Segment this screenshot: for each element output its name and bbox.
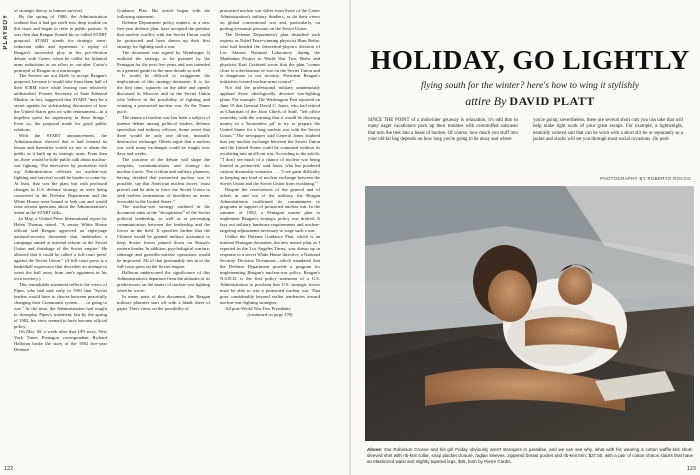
intro-column-2: you're going; nevertheless, there are several short cuts you can take that will help make light work of your great escape. For example, a lightweight, neutrally colored suit that can be worn with a short slit tie or separately as a jacket and slacks will set you through most social occasions. (In posh bbox=[533, 118, 683, 142]
paragraph: The nuclear-war strategy outlined in the document aims at the "decapitation" of the Soviet political leadership, as well as at preventing communication between the leadership and the forces in the field. It specifies further that the Chinese would be granted military assistance to keep Soviet forces pinned down on Russia's eastern border. In addition, psychological warfare, sabotage and guerrilla-warfare operations would be improved. All of that presumably ties in to the full-court press on the Soviet empire. bbox=[117, 204, 210, 269]
intro-column-1: SINCE THE POINT of a midwinter getaway is relaxation, it's odd that so many eager vacationers pack up their troubles with overstuffed suitcases that turn the trek into a beast of burden. Of course, how much you stuff into your old kit bag depends on how long you're going to be away and where bbox=[368, 118, 518, 142]
byline-section: attire bbox=[465, 94, 491, 108]
photo-credit: PHOTOGRAPHY BY ROBERTO ROCCO bbox=[600, 176, 691, 181]
paragraph: The Soviets are not likely to accept Reagan's proposal, because it would take from them half of their ICBM force while leaving ours relatively undisturbed. Former Secretary of State Edmund Muskie, in fact, suggested that START "may be a secret agenda for sidetracking discussion of how the United States gets on with rearmament—in a hopeless quest for superiority in these things." Even so, the proposal made for good public relations. bbox=[14, 73, 107, 133]
article-subhead: flying south for the winter? here's how to wing it stylishly bbox=[420, 81, 640, 91]
block-quote: Defense Department policy makers, in a new five-year defense plan, have accepted the premise that nuclear conflict with the Soviet Union could be protracted and have drawn up their first strategy for fighting such a war. bbox=[117, 19, 210, 49]
paragraph: It would be difficult to exaggerate the implications of this strategy document. It is, for the first time, squarely on the table and openly discussed in Moscow and in the Soviet Union who believe in the possibility of fighting and winning a protracted nuclear war. As the Times put it: bbox=[117, 73, 210, 115]
paragraph: By the spring of 1980, the Administration realized that it had got itself into deep trouble on this issue and began to refer to public pasture. It was then that Reagan floated his so-called START proposal. START stands for strategic arms-reduction talks and represents a replay of Reagan's successful ploy in his pre-election debate with Carter, when he called for bilateral arms reductions in an effort to out-alter Carter's portrayal of Reagan as a warmonger. bbox=[14, 13, 107, 73]
photo-caption bbox=[367, 447, 693, 465]
paragraph: With the START announcement, the Administration showed that it had learned its lesson and thereafter would try not to alarm the public as it built up its strategic arms. From then on, there would be little public talk about nuclear-war fighting. The interviews by journalists with top Administration officials on nuclear-war fighting and survival would be harder to come by. At least, that was the plan; but with profound changes in U.S. defense strategy as were being conceived in the Defense Department and the White House were bound to leak out and would raise serious questions about the Administration's intent in the START talks. bbox=[14, 133, 107, 216]
paragraph: protracted nuclear war differ from those of the Carter Administration's military thinkers, as do their views on global conventional war and, particularly, on putting economic pressure on the Soviet Union. bbox=[220, 8, 320, 31]
paragraph: All post-World War Two Presidents, bbox=[225, 305, 292, 311]
block-quote: The tenure of nuclear war has been a subject of intense debate among political leaders, defense specialists and military officers. Some assert that there would be only one all-out, mutually destructive exchange. Others argue that a nuclear war with many exchanges could be fought over days and weeks. bbox=[117, 115, 210, 156]
paragraph: On May 30, a week after that UPI story, New York Times Pentagon correspondent Richard Halloran broke the story of the 1982 five-year Defense bbox=[14, 329, 107, 353]
magazine-page-tab: PLAYBOY bbox=[3, 14, 9, 50]
article-headline: HOLIDAY, GO LIGHTLY bbox=[370, 45, 690, 75]
paragraph: of strategic theory to human survival. bbox=[14, 8, 83, 13]
byline bbox=[367, 94, 693, 109]
paragraph: Unlike the Defense Guidance Plan, which is an internal Pentagon document, the new master plan, as I reported in the Los Angeles Times, was drawn up in response to a secret White House directive, a National Security Decision Document—which mandated that the Defense Department provide a program for implementing Reagan's nuclear-war policy. Reagan's N.S.D.D. is the first policy statement of a U.S. Administration to proclaim that U.S. strategic forces must be able to win a protracted nuclear war. That goes considerably beyond earlier tendencies toward nuclear-war-fighting strategies. bbox=[220, 234, 320, 305]
article-column-3 bbox=[220, 8, 320, 463]
paragraph: Despite the reservations of the general and of others in and out of the military, the Reagan Administration reaffirmed its commitment to programs in support of protracted nuclear war. In the summer of 1982, a Pentagon master plan to implement Reagan's strategic policy was drafted. It lays out military hardware requirements and nuclear-targeting adjustments necessary to wage such a war. bbox=[220, 186, 320, 234]
paragraph: The document was signed by Weinberger. It outlined the strategy to be pursued by the Pentagon for the next five years and was intended as a general guide for the next decade as well. bbox=[117, 49, 210, 73]
couple-on-boat-photo bbox=[365, 186, 694, 441]
fashion-photo bbox=[365, 186, 694, 441]
paragraph: The Defense Department's plan disturbed such experts as Nobel Prize-winning physicist Hans Bethe, who had headed the theoretical-physics division of Los Alamos National Laboratory during the Manhattan Project in World War Two. Bethe and physicist Kurt Gottfried wrote that the plan "comes close to a declaration of war on the Soviet Union and is dangerous to our security. President Reagan's initiatives toward nuclear-arms control." bbox=[220, 31, 320, 85]
caption-lead: Above: bbox=[367, 447, 383, 452]
byline-author: DAVID PLATT bbox=[509, 94, 595, 108]
paragraph: Nor did the professional military unanimously applaud those ideologically devoted war-fighting plans. For example, The Washington Post reported on June 19 that General David C. Jones, who had retired as Chairman of the Joint Chiefs of Staff, "left office yesterday with the warning that it would be throwing money in a 'bottomless pit' to try to prepare the United States for a long nuclear war with the Soviet Union." The newspaper said General Jones doubted that any nuclear exchange between the Soviet Union and the United States could be contained without its escalating into an all-out war. According to the article, "'I don't see much of a chance of nuclear war being limited or protracted,' said Jones, who has pondered various doomsday scenarios . . . 'I see great difficulty in keeping any kind of nuclear exchange between the Soviet Union and the Soviet Union from escalating.'" bbox=[220, 85, 320, 186]
paragraph: In May, a United Press International report by Helen Thomas stated, "A senior White House official said Reagan approved an eight-page national-security document that 'undertakes a campaign aimed at internal reform in the Soviet Union and shrinkage of the Soviet empire.' He allowed that it could be called 'a full-court press' against the Soviet Union." (A full-court press is a basketball expression that describes an attempt to wrest the ball away from one's opponent in his own territory.) bbox=[14, 216, 107, 281]
block-quote: The outcome of the debate will shape the weapons, communications and strategy for nuclear forces. The civilian and military planners, having decided that protracted nuclear war is possible, say that American nuclear forces "must prevail and be able to force the Soviet Union to seek earliest termination of hostilities on terms favorable to the United States." bbox=[117, 156, 210, 204]
paragraph: Guidance Plan. His article began with the following statement: bbox=[117, 8, 210, 19]
article-column-1 bbox=[14, 8, 107, 463]
continued-note: (continued on page 178) bbox=[247, 311, 293, 317]
byline-by: By bbox=[493, 94, 507, 108]
caption-text: Our Robinson Crusoe and his girl Friday obviously aren't strangers in paradise, and we can see why, what with his wearing a cotton waffle-knit short-sleeved shirt with rib-knit collar, snap placket closure, raglan sleeves, zippered breast pocket and rib-knit trim, $27.50, with a pair of cotton chinos slacks that have an elasticized waist and slightly tapered legs, $35, both by Pierre Cardin. bbox=[367, 447, 693, 464]
paragraph: Halloran underscored the significance of this Administration's departure from the attitudes of its predecessors on the matter of nuclear-war fighting when he wrote: bbox=[117, 269, 210, 293]
paragraph: This remarkable statement reflects the views of Pipes, who had said early in 1981 that "Soviet leaders would have to choose between peacefully changing their Communist system . . . or going to war." At the time, the Administration had sought to downplay Pipes's statement, but by the spring of 1982, his view seemed to have become official policy. bbox=[14, 281, 107, 329]
block-quote: In many parts of this document, the Reagan military planners start off with a blank sheet of paper. Their views on the possibility of bbox=[117, 293, 210, 311]
page-number-right: 123 bbox=[686, 466, 696, 472]
page-number-left: 122 bbox=[4, 466, 14, 472]
article-column-2 bbox=[117, 8, 210, 463]
page-gutter bbox=[349, 0, 351, 475]
